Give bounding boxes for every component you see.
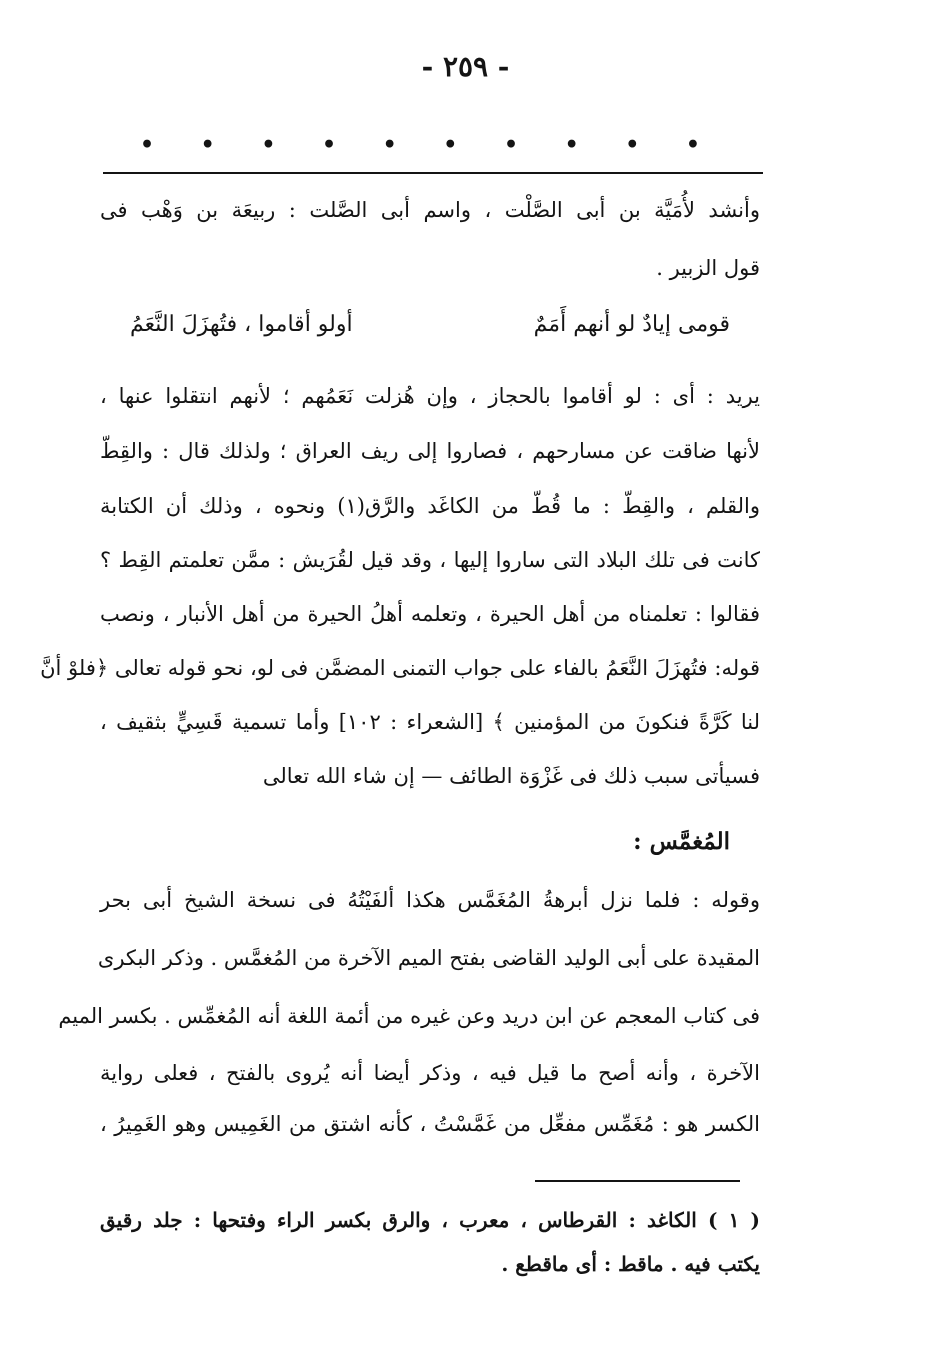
dot: • (625, 132, 640, 158)
dot: • (685, 132, 700, 158)
verse-first-hemistich: قومى إيادٌ لو أنهم أَمَمٌ (533, 312, 730, 337)
dot: • (443, 132, 458, 158)
commentary-line-3: والقلم ، والقِطّ : ما قُطّ من الكاغَد والرَّق(١) ونحوه ، وذلك أن الكتابة (100, 494, 760, 518)
page-number: - ٢٥٩ - (421, 50, 510, 83)
intro-line-1: وأنشد لأُمَيَّة بن أبى الصَّلْت ، واسم أبى الصَّلت : ربيعَة بن وَهْب فى (100, 198, 760, 222)
mughammas-line-1: وقوله : فلما نزل أبرهةُ المُغَمَّس هكذا ألفَيْتُهُ فى نسخة الشيخ أبى بحر (100, 888, 760, 912)
header-rule (103, 172, 763, 174)
footnote-rule (535, 1180, 740, 1182)
dot: • (321, 132, 337, 158)
mughammas-line-2: المقيدة على أبى الوليد القاضى بفتح الميم الآخرة من المُغمَّس . وذكر البكرى (97, 946, 760, 970)
dot: • (382, 132, 397, 158)
verse-second-hemistich: أولو أقاموا ، فتُهزَلَ النَّعَمُ (130, 312, 353, 337)
dot: • (200, 132, 215, 158)
commentary-line-6: قوله: فتُهزَلَ النَّعَمُ بالفاء على جواب التمنى المضمَّن فى لو، نحو قوله تعالى ﴿فلوْ أنَّ (40, 656, 760, 680)
ornament-dots (140, 132, 700, 158)
commentary-line-2: لأنها ضاقت عن مسارحهم ، فصاروا إلى ريف العراق ؛ ولذلك قال : والقِطّ (100, 439, 761, 463)
dot: • (564, 132, 579, 158)
section-heading: المُغمَّس : (633, 828, 730, 855)
footnote-line-2: يكتب فيه . ماقط : أى ماقطع . (501, 1252, 760, 1276)
mughammas-line-4: الآخرة ، وأنه أصح ما قيل فيه ، وذكر أيضا أنه يُروى بالفتح ، فعلى رواية (100, 1061, 760, 1085)
dot: • (140, 132, 155, 158)
commentary-line-5: فقالوا : تعلمناه من أهل الحيرة ، وتعلمه أهلُ الحيرة من أهل الأنبار ، ونصب (100, 602, 760, 626)
commentary-line-1: يريد : أى : لو أقاموا بالحجاز ، وإن هُزلت نَعَمُهم ؛ لأنهم انتقلوا عنها ، (100, 384, 760, 408)
commentary-line-8: فسيأتى سبب ذلك فى غَزْوَة الطائف — إن شاء الله تعالى (262, 764, 760, 788)
dot: • (503, 132, 518, 158)
mughammas-line-3: فى كتاب المعجم عن ابن دريد وعن غيره من أئمة اللغة أنه المُغمِّس . بكسر الميم (58, 1004, 760, 1028)
mughammas-line-5: الكسر هو : مُغَمِّس مفعِّل من غَمَّسْتُ ، كأنه اشتق من الغَمِيس وهو الغَمِيرُ ، (100, 1112, 760, 1136)
commentary-line-7: لنا كَرَّةً فنكونَ من المؤمنين ﴾ [الشعراء : ١٠٢] وأما تسمية قَسِيٍّ بثقيف ، (100, 710, 760, 734)
dot: • (261, 132, 276, 158)
commentary-line-4: كانت فى تلك البلاد التى ساروا إليها ، وقد قيل لقُرَيش : ممَّن تعلمتم القِط ؟ (100, 548, 760, 572)
intro-line-2: قول الزبير . (656, 256, 760, 280)
footnote-line-1: ( ١ ) الكاغد : القرطاس ، معرب ، والرق بكسر الراء وفتحها : جلد رقيق (100, 1208, 760, 1232)
poem-verse (130, 312, 730, 337)
